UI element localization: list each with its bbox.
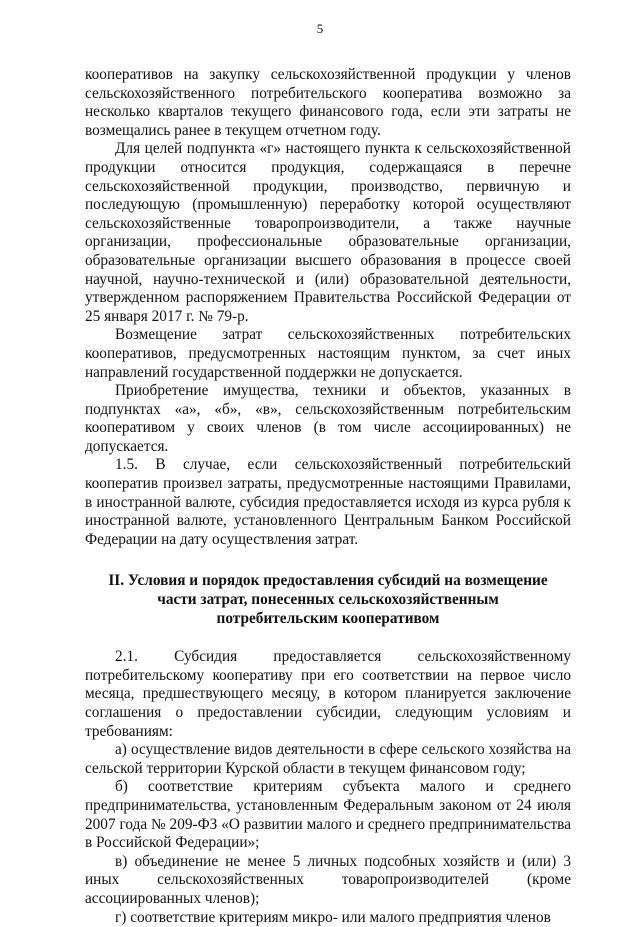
paragraph: кооперативов на закупку сельскохозяйственной продукции у членов сельскохозяйственного потребительского кооператива возможно за несколько кварталов текущего финансового года, если эти затраты не возмещались ранее в текущем отчетном году. — [85, 66, 571, 139]
section-heading-line: потребительским кооперативом — [216, 609, 440, 627]
section-heading — [85, 572, 571, 628]
paragraph: а) осуществление видов деятельности в сфере сельского хозяйства на сельской территории Курской области в текущем финансовом году; — [85, 741, 571, 777]
section-heading-line: II. Условия и порядок предоставления субсидий на возмещение — [108, 572, 548, 590]
paragraph: Возмещение затрат сельскохозяйственных потребительских кооперативов, предусмотренных настоящим пунктом, за счет иных направлений государственной поддержки не допускается. — [85, 326, 571, 381]
paragraph-group-top — [85, 66, 571, 549]
paragraph: Для целей подпункта «г» настоящего пункта к сельскохозяйственной продукции относится продукция, содержащаяся в перечне сельскохозяйственной продукции, производство, первичную и последующую (промышленную) переработку которой осуществляют сельскохозяйственные товаропроизводители, а также научные организации, профессиональные образовательные организации, образовательные организации высшего образования в процессе своей научной, научно-технической и (или) образовательной деятельности, утвержденном распоряжением Правительства Российской Федерации от 25 января 2017 г. № 79-р. — [85, 140, 571, 325]
paragraph: в) объединение не менее 5 личных подсобных хозяйств и (или) 3 иных сельскохозяйственных товаропроизводителей (кроме ассоциированных членов); — [85, 852, 571, 907]
paragraph: 1.5. В случае, если сельскохозяйственный потребительский кооператив произвел затраты, предусмотренные настоящими Правилами, в иностранной валюте, субсидия предоставляется исходя из курса рубля к иностранной валюте, установленного Центральным Банком Российской Федерации на дату осуществления затрат. — [85, 456, 571, 548]
page-number: 5 — [316, 21, 324, 36]
paragraph: Приобретение имущества, техники и объектов, указанных в подпунктах «а», «б», «в», сельскохозяйственным потребительским кооперативом у своих членов (в том числе ассоциированных) не допускается. — [85, 382, 571, 455]
paragraph-group-bottom — [85, 648, 571, 927]
paragraph: б) соответствие критериям субъекта малого и среднего предпринимательства, установленным Федеральным законом от 24 июля 2007 года № 209-ФЗ «О развитии малого и среднего предпринимательства в Российской Федерации»; — [85, 778, 571, 852]
section-heading-line: части затрат, понесенных сельскохозяйственным — [157, 591, 499, 609]
paragraph: 2.1. Субсидия предоставляется сельскохозяйственному потребительскому кооперативу при его соответствии на первое число месяца, предшествующего месяцу, в котором планируется заключение соглашения о предоставлении субсидии, следующим условиям и требованиям: — [85, 648, 571, 740]
document-body — [85, 66, 571, 927]
paragraph: г) соответствие критериям микро- или малого предприятия членов — [115, 908, 551, 926]
